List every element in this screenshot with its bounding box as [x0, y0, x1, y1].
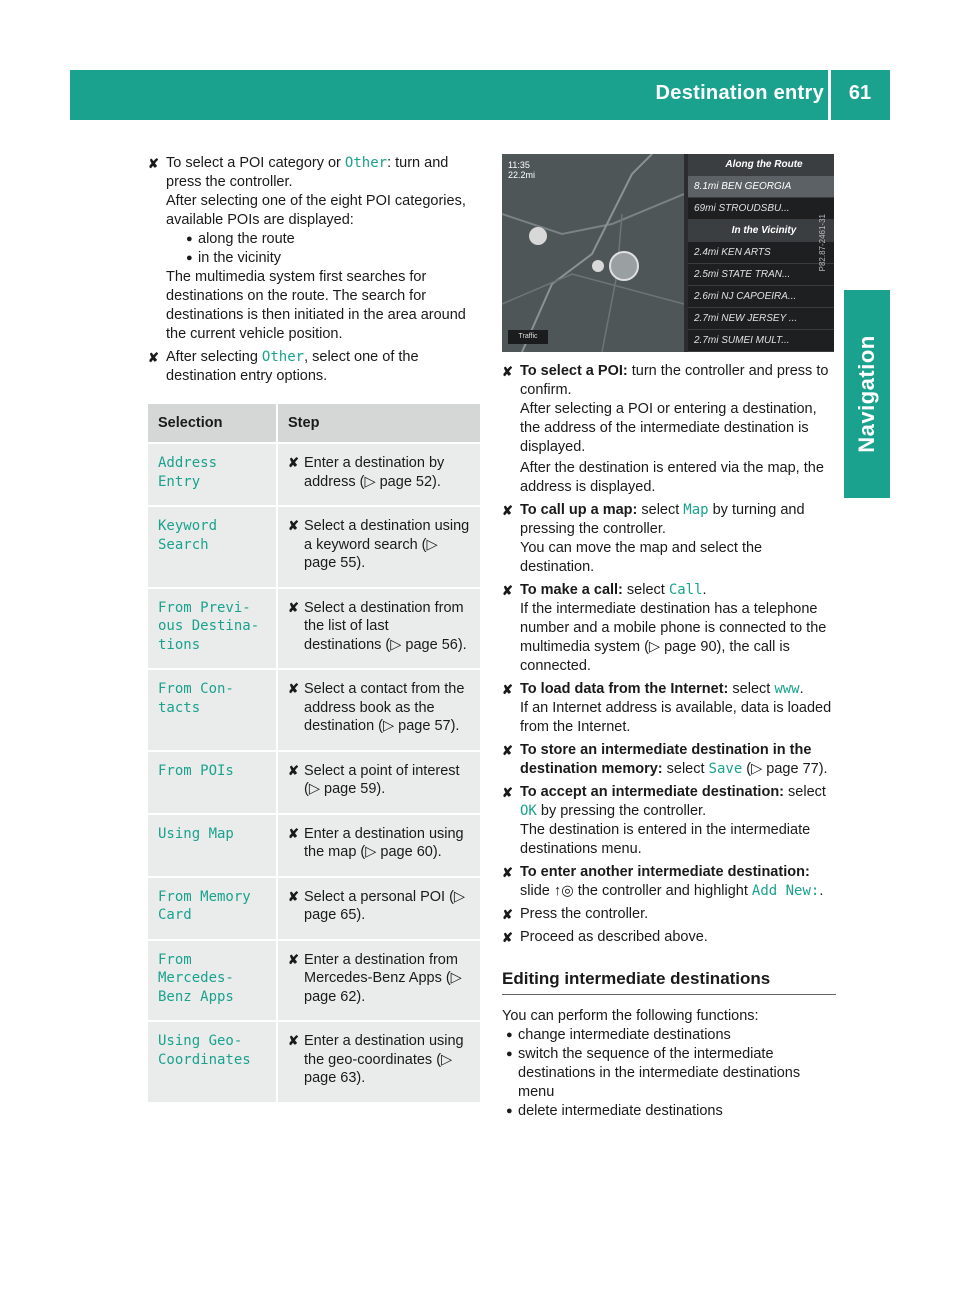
step-arrow-icon: ✘: [502, 682, 513, 697]
instruction-step: ✘ Proceed as described above.: [502, 929, 708, 945]
step-cell: ✘ Enter a destination by address (▷ page 52).: [277, 443, 480, 506]
option-call: Call: [668, 582, 703, 598]
selection-table: [148, 404, 480, 1102]
option-add-new: Add New:: [751, 883, 820, 899]
option-ok: OK: [520, 803, 537, 819]
option-other: Other: [261, 349, 305, 365]
step-cell: ✘ Select a contact from the address book as the destination (▷ page 57).: [277, 669, 480, 751]
instruction-step: ✘ After selecting Other, select one of the destination entry options.: [148, 349, 419, 384]
step-cell: ✘ Select a destination using a keyword search (▷ page 55).: [277, 506, 480, 588]
step-arrow-icon: ✘: [288, 518, 299, 533]
poi-list-item: 2.5mi STATE TRAN...: [688, 264, 834, 286]
option-www: www: [774, 681, 800, 697]
step-arrow-icon: ✘: [502, 364, 513, 379]
step-cell: ✘ Enter a destination using the geo-coordinates (▷ page 63).: [277, 1021, 480, 1102]
step-arrow-icon: ✘: [502, 743, 513, 758]
selection-option: From Previ‐ ous Destina‐ tions: [158, 599, 260, 653]
map-roads: [502, 154, 684, 352]
selection-option: Address Entry: [158, 455, 218, 490]
selection-option: From Memory Card: [158, 888, 251, 923]
step-cell: ✘ Enter a destination from Mercedes-Benz Apps (▷ page 62).: [277, 940, 480, 1022]
step-cell: ✘ Select a destination from the list of last destinations (▷ page 56).: [277, 588, 480, 670]
page-number: 61: [848, 82, 872, 104]
instruction-step: ✘ To enter another intermediate destination: slide ↑◎ the controller and highlight Add New:.: [502, 864, 824, 899]
instruction-step: ✘ To select a POI category or Other: turn and press the controller. After selecting one of the eight POI categories, available POIs are displayed: ● along the route ● in the vicinity The multimedia system first searches for destinations on the route. The search for destinations is then initiated in the area around the current vehicle position.: [148, 154, 482, 344]
step-arrow-icon: ✘: [288, 1033, 299, 1048]
paragraph: After selecting one of the eight POI categories, available POIs are displayed:: [166, 193, 466, 228]
selection-cell: [148, 940, 277, 1022]
table-row: [148, 506, 480, 588]
selection-cell: [148, 814, 277, 877]
poi-list-item: 2.7mi SUMEI MULT...: [688, 330, 834, 352]
instruction-step: ✘ To call up a map: select Map by turning and pressing the controller. You can move the map and select the destination.: [502, 502, 805, 575]
instruction-step: ✘ To store an intermediate destination in the destination memory: select Save (▷ page 77).: [502, 742, 828, 777]
list-item: ● in the vicinity: [186, 250, 282, 266]
selection-option: Using Geo- Coordinates: [158, 1033, 251, 1068]
step-arrow-icon: ✘: [288, 681, 299, 696]
selection-cell: [148, 506, 277, 588]
step-arrow-icon: ✘: [288, 455, 299, 470]
table-row: [148, 1021, 480, 1102]
poi-list-item: 8.1mi BEN GEORGIA: [688, 176, 834, 198]
selection-cell: [148, 1021, 277, 1102]
selection-cell: [148, 588, 277, 670]
selection-cell: [148, 443, 277, 506]
instruction-step: ✘ To load data from the Internet: select www. If an Internet address is available, data is loaded from the Internet.: [502, 681, 832, 735]
image-code: P82.87-2461-31: [818, 214, 827, 272]
option-other: Other: [344, 155, 388, 171]
selection-option: Using Map: [158, 825, 234, 842]
selection-cell: [148, 669, 277, 751]
table-row: [148, 877, 480, 940]
left-column: [148, 154, 482, 1102]
poi-list-item: 2.6mi NJ CAPOEIRA...: [688, 286, 834, 308]
poi-list-item: 2.4mi KEN ARTS: [688, 242, 834, 264]
page-title: Destination entry: [655, 82, 824, 104]
step-arrow-icon: ✘: [502, 930, 513, 945]
traffic-button: Traffic: [508, 330, 548, 344]
selection-option: Keyword Search: [158, 518, 218, 553]
poi-list-item: 69mi STROUDSBU...: [688, 198, 834, 220]
right-column: [502, 154, 836, 1121]
list-item: ● change intermediate destinations: [506, 1027, 731, 1043]
section-heading: Editing intermediate destinations: [502, 969, 836, 995]
paragraph: You can perform the following functions:: [502, 1008, 759, 1024]
option-save: Save: [708, 761, 743, 777]
step-cell: ✘ Enter a destination using the map (▷ page 60).: [277, 814, 480, 877]
list-item: ● delete intermediate destinations: [506, 1103, 723, 1119]
selection-option: From Con‐ tacts: [158, 681, 234, 716]
step-arrow-icon: ✘: [502, 785, 513, 800]
bullet-icon: ●: [186, 252, 193, 264]
screen-image: [502, 154, 834, 352]
instruction-step: ✘ To select a POI: turn the controller and press to confirm. After selecting a POI or entering a destination, the address of the intermediate destination is displayed. After the destination is entered via the map, the address is displayed.: [502, 363, 829, 495]
bullet-icon: ●: [506, 1105, 513, 1117]
instruction-step: ✘ To make a call: select Call. If the intermediate destination has a telephone number and a mobile phone is connected to the multimedia system (▷ page 90), the call is connected.: [502, 582, 827, 674]
step-cell: ✘ Select a point of interest (▷ page 59).: [277, 751, 480, 814]
map-view: [502, 154, 684, 352]
selection-option: From Mercedes- Benz Apps: [158, 951, 234, 1005]
instruction-step: ✘ To accept an intermediate destination: select OK by pressing the controller. The destination is entered in the intermediate destinations menu.: [502, 784, 826, 857]
table-row: [148, 443, 480, 506]
table-row: [148, 940, 480, 1022]
status-readout: 11:35 22.2mi: [508, 160, 536, 180]
table-header-selection: Selection: [148, 404, 277, 443]
table-row: [148, 751, 480, 814]
bullet-icon: ●: [506, 1048, 513, 1060]
instruction-step: ✘ Press the controller.: [502, 906, 649, 922]
poi-list-item: 2.7mi NEW JERSEY ...: [688, 308, 834, 330]
bullet-icon: ●: [186, 233, 193, 245]
table-row: [148, 669, 480, 751]
step-arrow-icon: ✘: [502, 907, 513, 922]
step-arrow-icon: ✘: [148, 156, 159, 171]
table-row: [148, 588, 480, 670]
step-arrow-icon: ✘: [288, 599, 299, 615]
header-separator: [828, 70, 831, 120]
list-group-header: Along the Route: [688, 154, 834, 176]
selection-cell: [148, 877, 277, 940]
selection-option: From POIs: [158, 762, 234, 779]
selection-cell: [148, 751, 277, 814]
list-group-header: In the Vicinity: [688, 220, 834, 242]
step-cell: ✘ Select a personal POI (▷ page 65).: [277, 877, 480, 940]
step-arrow-icon: ✘: [502, 865, 513, 880]
list-item: ● along the route: [186, 231, 295, 247]
list-item: ● switch the sequence of the intermediate destinations in the intermediate destinations menu: [506, 1046, 801, 1100]
step-arrow-icon: ✘: [288, 888, 299, 904]
section-tab-label: Navigation: [854, 335, 879, 453]
step-arrow-icon: ✘: [502, 583, 513, 598]
paragraph: The multimedia system first searches for destinations on the route. The search for destinations is then initiated in the area around the current vehicle position.: [166, 269, 466, 342]
bullet-icon: ●: [506, 1029, 513, 1041]
step-arrow-icon: ✘: [288, 951, 299, 967]
step-arrow-icon: ✘: [502, 503, 513, 518]
option-map: Map: [683, 502, 709, 518]
table-row: [148, 814, 480, 877]
step-arrow-icon: ✘: [288, 762, 299, 778]
table-header-step: Step: [277, 404, 480, 443]
step-arrow-icon: ✘: [148, 350, 159, 365]
step-arrow-icon: ✘: [288, 825, 299, 841]
